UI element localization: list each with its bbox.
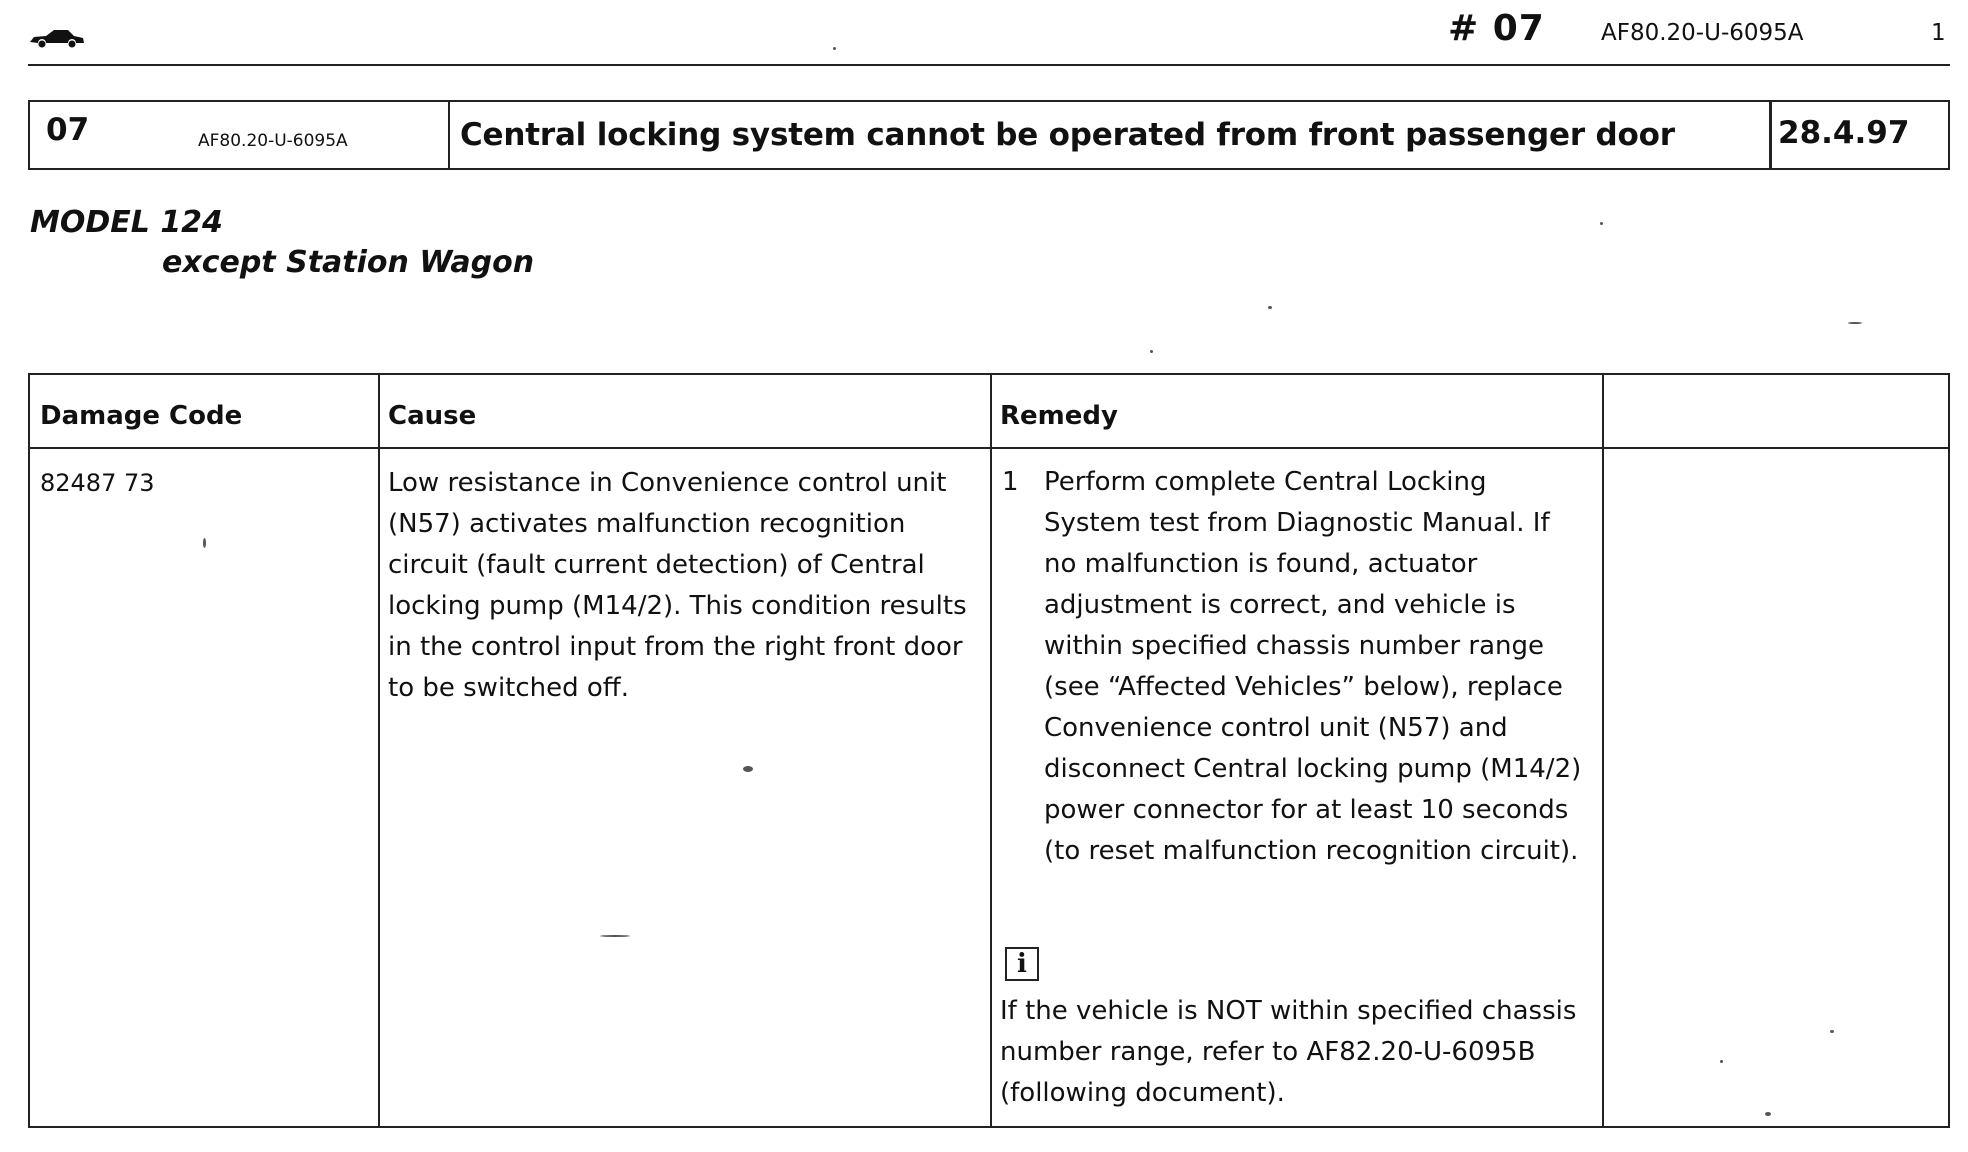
scan-speck — [600, 935, 630, 937]
scan-speck — [1600, 222, 1603, 225]
title-document-number: AF80.20-U-6095A — [198, 131, 348, 151]
info-icon: i — [1005, 947, 1039, 981]
title-text-cell — [450, 102, 1772, 168]
remedy-step-text: Perform complete Central Locking System test from Diagnostic Manual. If no malfunction is found, actuator adjustment is correct, and vehicle is within specified chassis number range (see “Affected Vehicles” below), replace Convenience control unit (N57) and disconnect Central locking pump (M14/2) power connector for at least 10 seconds (to reset malfunction recognition circuit). — [1044, 467, 1582, 866]
scan-speck — [1848, 322, 1862, 324]
header-rule — [28, 64, 1950, 66]
header-document-number: AF80.20-U-6095A — [1601, 20, 1804, 46]
car-icon — [28, 26, 86, 50]
document-date: 28.4.97 — [1778, 115, 1910, 151]
scan-speck — [1150, 350, 1153, 353]
section-number: # 07 — [1448, 8, 1545, 49]
column-divider — [1602, 375, 1604, 1126]
page-number: 1 — [1931, 20, 1946, 46]
header-cause: Cause — [388, 401, 477, 431]
scan-speck — [743, 766, 753, 772]
title-code-cell — [30, 102, 450, 168]
header-remedy: Remedy — [1000, 401, 1118, 431]
header-row-divider — [30, 447, 1948, 449]
remedy-step-number: 1 — [1002, 467, 1019, 497]
cause-text: Low resistance in Convenience control unit (N57) activates malfunction recognition circuit (fault current detection) of Central locking pump (M14/2). This condition results in the control input from the right front door to be switched off. — [388, 468, 967, 703]
column-divider — [378, 375, 380, 1126]
damage-table — [28, 373, 1950, 1128]
scan-speck — [1830, 1030, 1834, 1033]
document-title: Central locking system cannot be operated from front passenger door — [460, 117, 1675, 153]
scan-speck — [1268, 306, 1272, 309]
title-bar — [28, 100, 1950, 170]
damage-code-value: 82487 73 — [40, 469, 155, 497]
scan-speck — [1765, 1112, 1771, 1116]
model-line: MODEL 124 — [30, 205, 223, 240]
group-number: 07 — [46, 112, 90, 148]
model-variant: except Station Wagon — [162, 245, 535, 280]
header-damage-code: Damage Code — [40, 401, 243, 431]
scan-speck — [1720, 1060, 1723, 1063]
scan-speck — [203, 538, 206, 548]
remedy-note: If the vehicle is NOT within specified chassis number range, refer to AF82.20-U-6095B (following document). — [1000, 996, 1577, 1108]
scan-speck — [833, 47, 836, 50]
column-divider — [990, 375, 992, 1126]
title-date-cell — [1772, 102, 1948, 168]
